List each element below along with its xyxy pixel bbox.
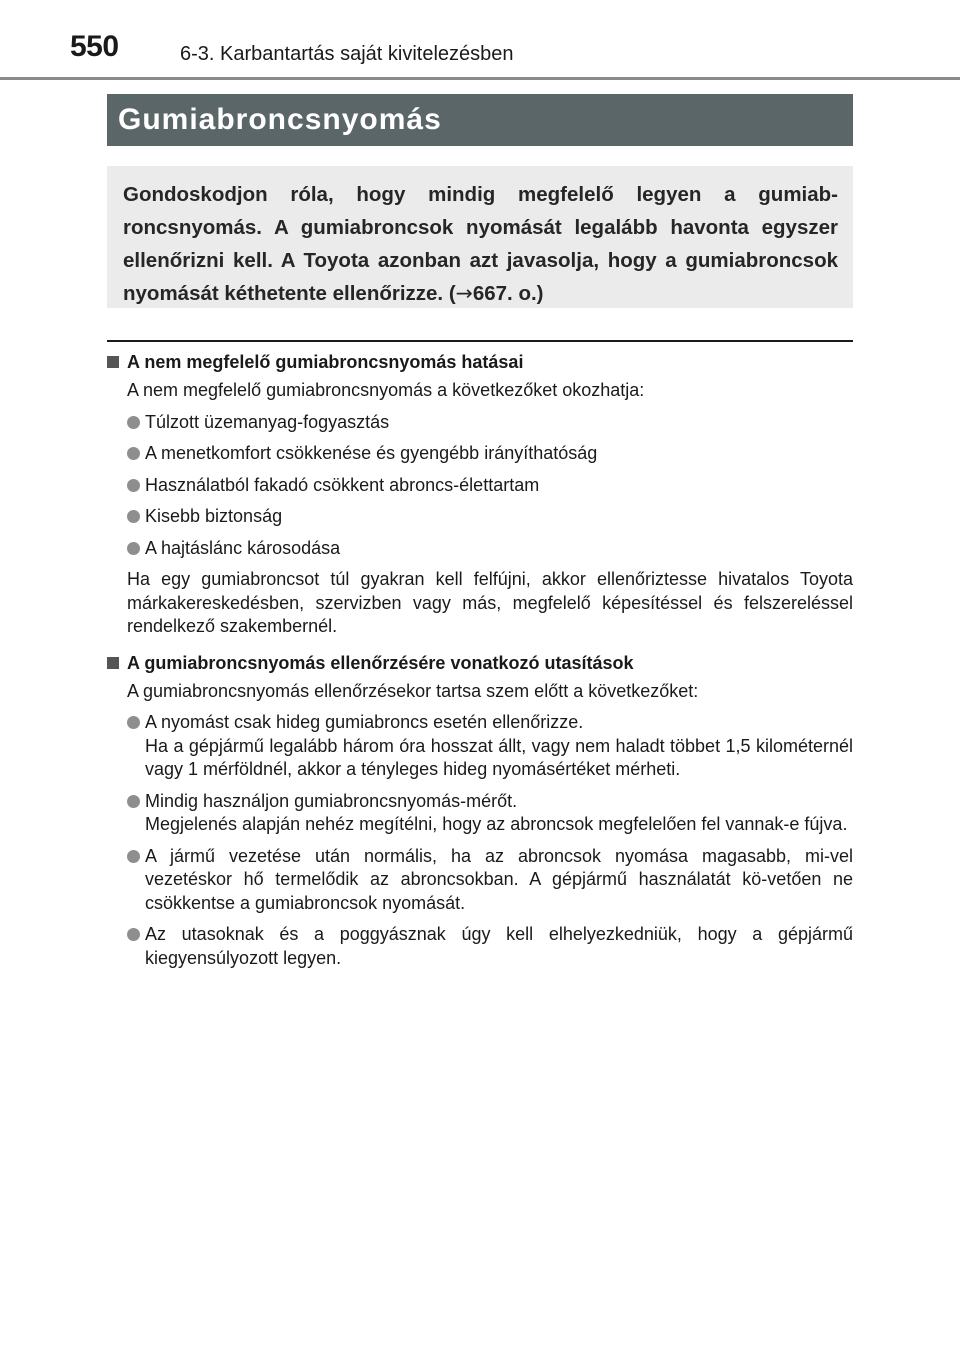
lead-text: A gumiabroncsnyomás ellenőrzésekor tartsa szem előtt a következőket: [127, 680, 699, 701]
section-instructions [107, 649, 853, 971]
section-heading-text: A nem megfelelő gumiabroncsnyomás hatásai [127, 352, 524, 372]
list-item [107, 505, 853, 529]
round-bullet-icon [127, 447, 140, 460]
intro-text [123, 178, 838, 310]
list-item-text: Túlzott üzemanyag-fogyasztás [145, 411, 390, 432]
page-reference-link[interactable]: 667. o.) [472, 282, 544, 305]
round-bullet-icon [127, 510, 140, 523]
list-item-text: A jármű vezetése után normális, ha az abroncsok nyomása magasabb, mi-vel vezetéskor hő termelődik az abroncsokban. A gépjármű használatát kö-vetően ne csökkentse a gumiabroncsok nyomását. [145, 845, 853, 913]
round-bullet-icon [127, 716, 140, 729]
content [107, 348, 853, 978]
round-bullet-icon [127, 795, 140, 808]
list-item [107, 442, 853, 466]
page-title: Gumiabroncsnyomás [118, 103, 442, 136]
list-item-text: Mindig használjon gumiabroncsnyomás-mérőt. [145, 790, 518, 811]
list-item [107, 474, 853, 498]
header-divider [0, 77, 960, 80]
round-bullet-icon [127, 928, 140, 941]
square-bullet-icon [107, 657, 119, 669]
list-item-text: A hajtáslánc károsodása [145, 537, 341, 558]
section-heading-text: A gumiabroncsnyomás ellenőrzésére vonatkozó utasítások [127, 652, 634, 673]
lead-text: A nem megfelelő gumiabroncsnyomás a következőket okozhatja: [127, 380, 645, 400]
chapter-title: 6-3. Karbantartás saját kivitelezésben [180, 43, 514, 65]
intro-box [107, 166, 853, 308]
round-bullet-icon [127, 542, 140, 555]
list-item-text: A menetkomfort csökkenése és gyengébb irányíthatóság [145, 443, 598, 463]
page-header [0, 0, 960, 80]
arrow-right-icon: → [455, 281, 473, 305]
section-title-bar [107, 94, 853, 146]
round-bullet-icon [127, 850, 140, 863]
round-bullet-icon [127, 416, 140, 429]
list-item-text: Kisebb biztonság [145, 506, 283, 526]
list-item [107, 923, 853, 970]
section-effects [107, 348, 853, 639]
page-number: 550 [70, 30, 119, 63]
list-item [107, 845, 853, 916]
after-text: Ha egy gumiabroncsot túl gyakran kell felfújni, akkor ellenőriztesse hivatalos Toyota márkakereskedésben, szervizben vagy más, megfelelő képesítéssel és felszereléssel rendelkező szakembernél. [127, 569, 853, 636]
list-item-text: A nyomást csak hideg gumiabroncs esetén ellenőrizze. [145, 712, 584, 732]
square-bullet-icon [107, 356, 119, 368]
list-item-detail: Ha a gépjármű legalább három óra hosszat állt, vagy nem haladt többet 1,5 kilométernél vagy 1 mérföldnél, akkor a tényleges hideg nyomásértéket mérheti. [145, 735, 853, 779]
list-item-text: Használatból fakadó csökkent abroncs-élettartam [145, 474, 540, 495]
intro-body: Gondoskodjon róla, hogy mindig megfelelő legyen a gumiab-roncsnyomás. A gumiabroncsok nyomását legalább havonta egyszer ellenőrizni kell. A Toyota azonban azt javasolja, hogy a gumiabroncsok nyomását kéthetente ellenőrizze. ( [123, 183, 838, 305]
section-heading [107, 649, 853, 677]
list-item [107, 537, 853, 561]
section-heading [107, 348, 853, 376]
list-item-detail: Megjelenés alapján nehéz megítélni, hogy az abroncsok megfelelően fel vannak-e fújva. [145, 814, 848, 834]
list-item [107, 411, 853, 435]
list-item [107, 711, 853, 782]
round-bullet-icon [127, 479, 140, 492]
list-item-text: Az utasoknak és a poggyásznak úgy kell elhelyezkedniük, hogy a gépjármű kiegyensúlyozott legyen. [145, 924, 853, 968]
list-item [107, 790, 853, 837]
section-divider [107, 340, 853, 342]
